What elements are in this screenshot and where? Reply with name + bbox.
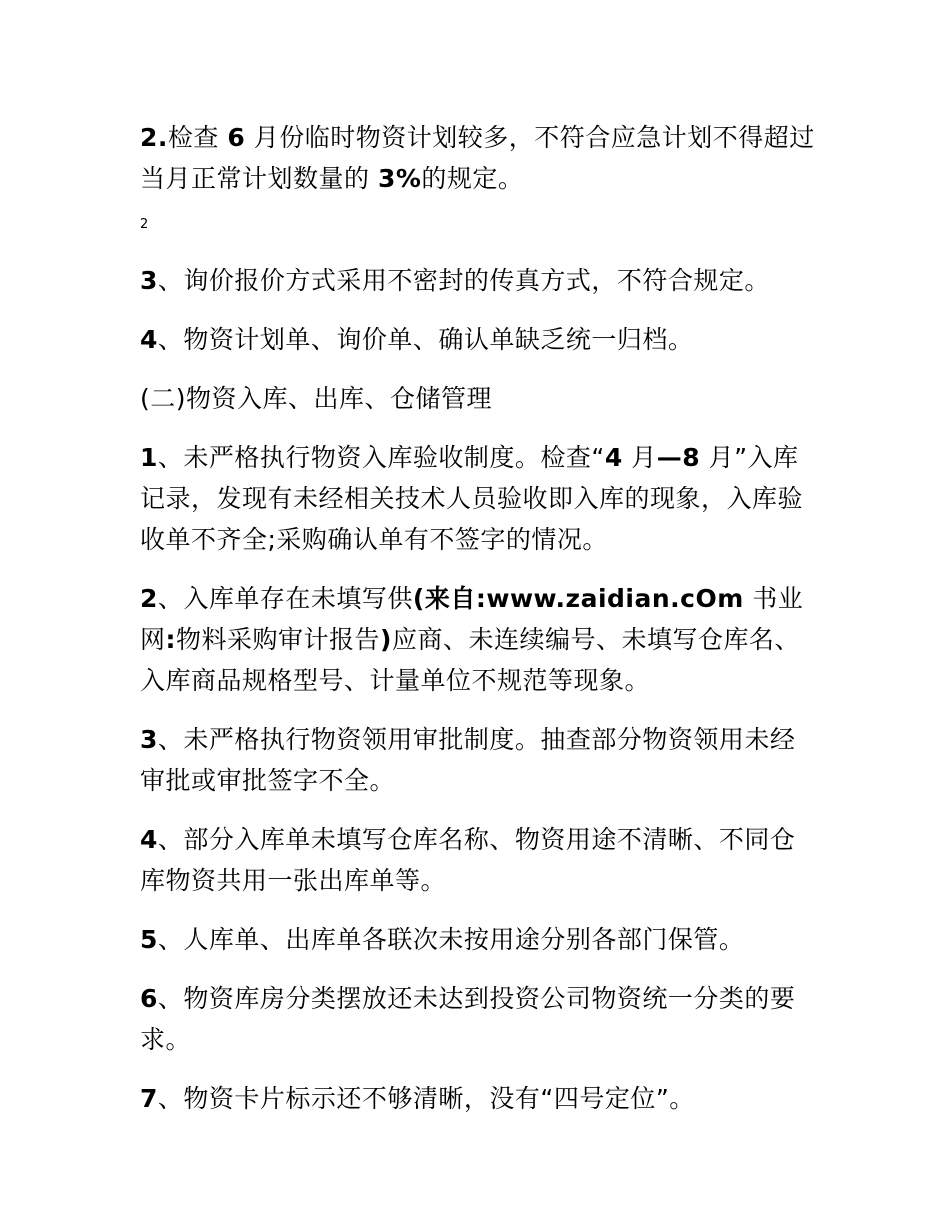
paragraph-text-bold: (来自:www.zaidian.cOm	[412, 584, 744, 613]
paragraph-text: 月	[622, 443, 657, 472]
paragraph-text: 、人库单、出库单各联次未按用途分别各部门保管。	[157, 925, 745, 954]
paragraph-3-fax-quotation	[140, 260, 820, 301]
paragraph-text: 、部分入库单未填写仓库名称、物资用途不清晰、不同仓库物资共用一张出库单等。	[140, 825, 796, 895]
paragraph-2-temporary-plan	[140, 117, 820, 199]
paragraph-text: 、物资库房分类摆放还未达到投资公司物资统一分类的要求。	[140, 984, 796, 1054]
paragraph-text-bold: :	[165, 625, 177, 654]
section-heading-warehouse: (二)物资入库、出库、仓储管理	[140, 384, 493, 413]
paragraph-text: 、入库单存在未填写供	[157, 584, 413, 613]
paragraph-number: 6	[140, 984, 158, 1013]
paragraph-text-bold: )	[380, 625, 392, 654]
paragraph-number: 7	[140, 1084, 158, 1113]
paragraph-text: 、物资卡片标示还不够清晰，没有“四号定位”。	[157, 1084, 695, 1113]
paragraph-7-material-cards	[140, 1078, 820, 1119]
paragraph-text: 、询价报价方式采用不密封的传真方式，不符合规定。	[157, 266, 770, 295]
paragraph-4-warehouse-name	[140, 819, 820, 901]
paragraph-6-classification	[140, 978, 820, 1060]
paragraph-text-bold: —8	[656, 443, 701, 472]
paragraph-number: 5	[140, 925, 158, 954]
paragraph-text: 应商、未连续编号、未填写仓库名、入库商品规格型号、计量单位不规范等现象。	[140, 625, 800, 695]
paragraph-number: 2.	[140, 123, 168, 152]
paragraph-4-archiving	[140, 319, 820, 360]
paragraph-text: 书业网	[140, 584, 804, 654]
paragraph-number: 1	[140, 443, 158, 472]
paragraph-text: 物料采购审计报告	[176, 625, 381, 654]
paragraph-text: 、未严格执行物资领用审批制度。抽查部分物资领用未经审批或审批签字不全。	[140, 725, 796, 795]
paragraph-number: 2	[140, 584, 158, 613]
paragraph-text: 的规定。	[421, 164, 524, 193]
footnote-marker: 2	[140, 217, 149, 232]
paragraph-text: 月份临时物资计划较多，不符合应急计划不得超过当月正常计划数量的	[140, 123, 815, 193]
paragraph-text-bold: 4	[604, 443, 623, 472]
paragraph-1-inspection	[140, 437, 820, 560]
paragraph-number: 3	[140, 725, 158, 754]
paragraph-text: 、物资计划单、询价单、确认单缺乏统一归档。	[157, 325, 694, 354]
paragraph-3-requisition	[140, 719, 820, 801]
paragraph-text-bold: 3%	[377, 164, 422, 193]
paragraph-number: 3	[140, 266, 158, 295]
paragraph-text: 检查	[167, 123, 228, 152]
paragraph-text: 月”入库记录，发现有未经相关技术人员验收即入库的现象，入库验收单不齐全;采购确认单有不签字的情况。	[140, 443, 804, 554]
paragraph-2-warehouse-receipt	[140, 578, 820, 701]
paragraph-number: 4	[140, 325, 158, 354]
paragraph-text-bold: 6	[227, 123, 246, 152]
paragraph-number: 4	[140, 825, 158, 854]
paragraph-5-copies	[140, 919, 820, 960]
paragraph-text: 、未严格执行物资入库验收制度。检查“	[157, 443, 605, 472]
